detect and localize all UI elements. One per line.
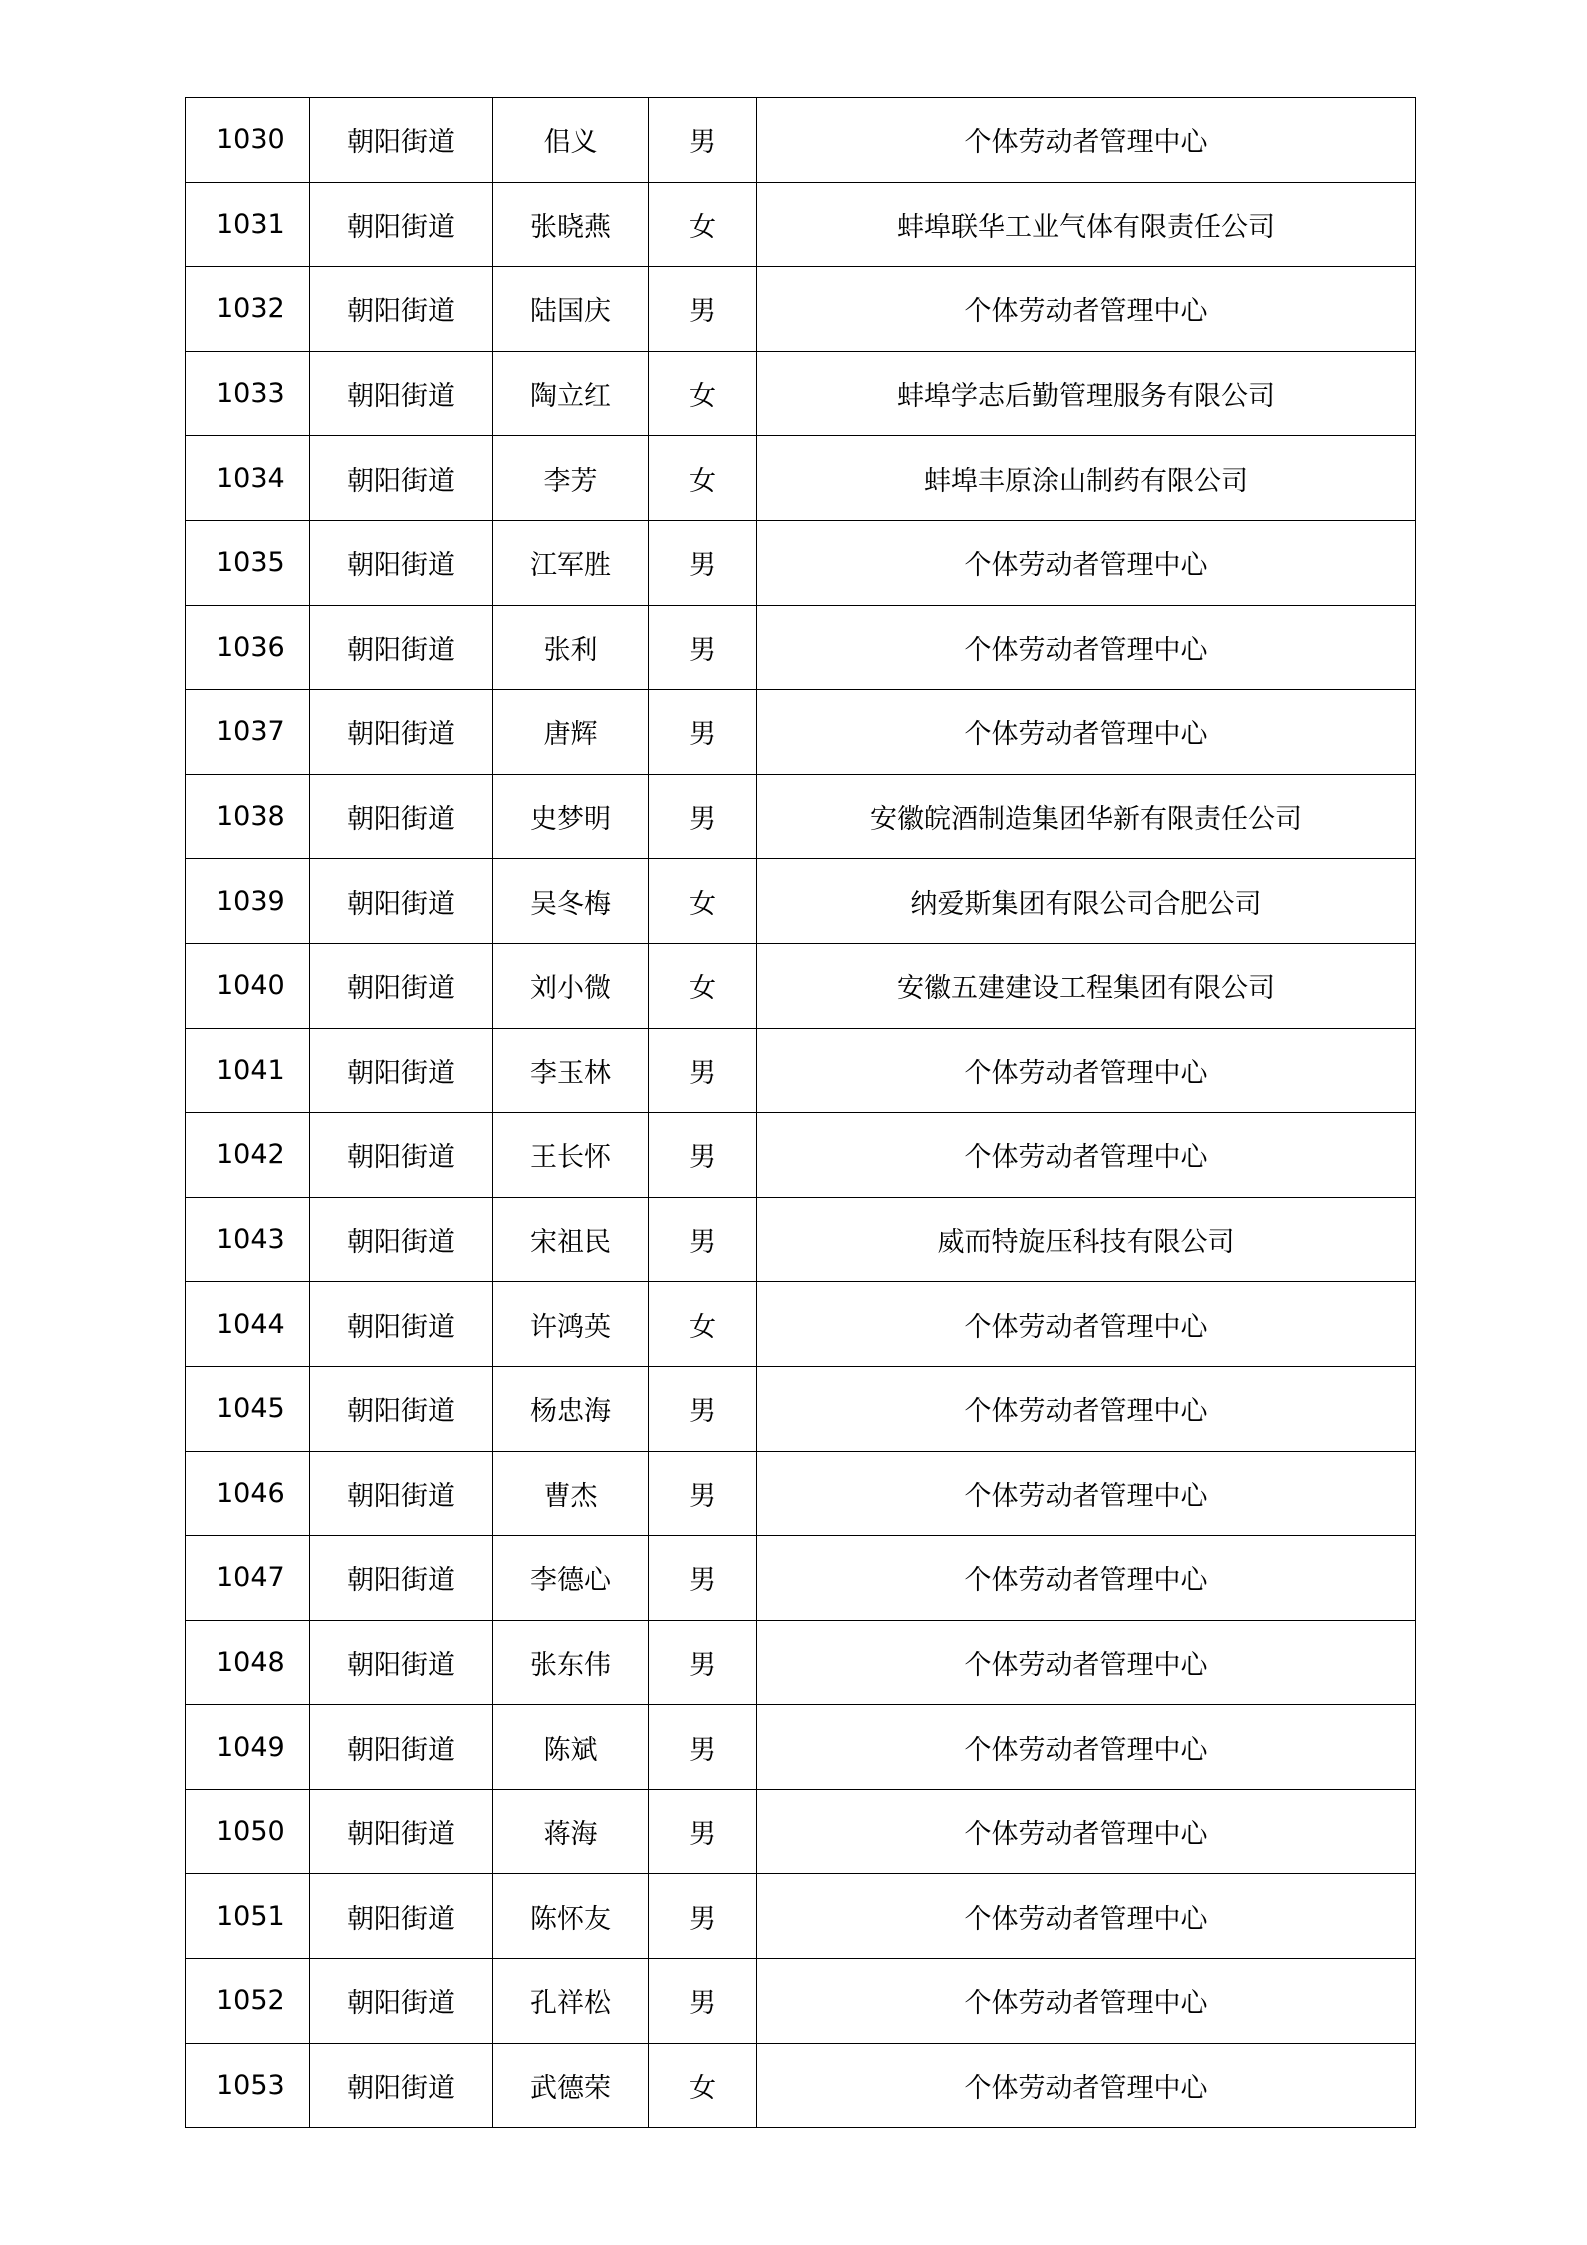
cell-number: 1053 <box>186 2043 310 2128</box>
cell-name: 陈怀友 <box>493 1874 649 1959</box>
cell-employer: 纳爱斯集团有限公司合肥公司 <box>757 859 1416 944</box>
cell-number: 1038 <box>186 774 310 859</box>
cell-employer: 个体劳动者管理中心 <box>757 1959 1416 2044</box>
cell-street: 朝阳街道 <box>310 1451 493 1536</box>
cell-street: 朝阳街道 <box>310 1789 493 1874</box>
cell-name: 刘小微 <box>493 943 649 1028</box>
table-row <box>186 859 1416 944</box>
table-row <box>186 1366 1416 1451</box>
cell-street: 朝阳街道 <box>310 1959 493 2044</box>
cell-gender: 女 <box>649 1282 757 1367</box>
cell-gender: 男 <box>649 520 757 605</box>
cell-employer: 个体劳动者管理中心 <box>757 1366 1416 1451</box>
table-row <box>186 1113 1416 1198</box>
cell-number: 1036 <box>186 605 310 690</box>
cell-name: 李德心 <box>493 1536 649 1621</box>
cell-name: 曹杰 <box>493 1451 649 1536</box>
cell-street: 朝阳街道 <box>310 1197 493 1282</box>
cell-number: 1050 <box>186 1789 310 1874</box>
cell-number: 1051 <box>186 1874 310 1959</box>
cell-employer: 个体劳动者管理中心 <box>757 1620 1416 1705</box>
table-row <box>186 1620 1416 1705</box>
cell-gender: 男 <box>649 1113 757 1198</box>
cell-name: 武德荣 <box>493 2043 649 2128</box>
cell-name: 张晓燕 <box>493 182 649 267</box>
cell-name: 吴冬梅 <box>493 859 649 944</box>
cell-number: 1030 <box>186 98 310 183</box>
cell-street: 朝阳街道 <box>310 1705 493 1790</box>
cell-name: 江军胜 <box>493 520 649 605</box>
cell-gender: 男 <box>649 1451 757 1536</box>
cell-employer: 个体劳动者管理中心 <box>757 605 1416 690</box>
cell-gender: 男 <box>649 1705 757 1790</box>
table-row <box>186 690 1416 775</box>
cell-employer: 个体劳动者管理中心 <box>757 1874 1416 1959</box>
cell-employer: 个体劳动者管理中心 <box>757 1451 1416 1536</box>
cell-street: 朝阳街道 <box>310 605 493 690</box>
table-row <box>186 1028 1416 1113</box>
cell-name: 张利 <box>493 605 649 690</box>
cell-employer: 个体劳动者管理中心 <box>757 1113 1416 1198</box>
cell-gender: 男 <box>649 774 757 859</box>
cell-street: 朝阳街道 <box>310 520 493 605</box>
cell-street: 朝阳街道 <box>310 943 493 1028</box>
cell-street: 朝阳街道 <box>310 1536 493 1621</box>
cell-employer: 个体劳动者管理中心 <box>757 1536 1416 1621</box>
cell-street: 朝阳街道 <box>310 1028 493 1113</box>
cell-street: 朝阳街道 <box>310 267 493 352</box>
table-row <box>186 605 1416 690</box>
cell-employer: 个体劳动者管理中心 <box>757 98 1416 183</box>
cell-gender: 男 <box>649 690 757 775</box>
table-row <box>186 1197 1416 1282</box>
cell-gender: 女 <box>649 351 757 436</box>
table-row <box>186 2043 1416 2128</box>
cell-number: 1033 <box>186 351 310 436</box>
cell-street: 朝阳街道 <box>310 859 493 944</box>
cell-gender: 男 <box>649 1028 757 1113</box>
cell-employer: 个体劳动者管理中心 <box>757 267 1416 352</box>
cell-name: 杨忠海 <box>493 1366 649 1451</box>
cell-name: 蒋海 <box>493 1789 649 1874</box>
cell-number: 1039 <box>186 859 310 944</box>
cell-gender: 男 <box>649 1197 757 1282</box>
cell-name: 张东伟 <box>493 1620 649 1705</box>
cell-name: 陈斌 <box>493 1705 649 1790</box>
cell-gender: 男 <box>649 1789 757 1874</box>
cell-name: 唐辉 <box>493 690 649 775</box>
table-row <box>186 436 1416 521</box>
cell-gender: 女 <box>649 943 757 1028</box>
cell-street: 朝阳街道 <box>310 436 493 521</box>
table-row <box>186 1536 1416 1621</box>
cell-gender: 女 <box>649 859 757 944</box>
cell-employer: 安徽皖酒制造集团华新有限责任公司 <box>757 774 1416 859</box>
cell-number: 1042 <box>186 1113 310 1198</box>
cell-street: 朝阳街道 <box>310 774 493 859</box>
cell-number: 1041 <box>186 1028 310 1113</box>
cell-number: 1034 <box>186 436 310 521</box>
cell-employer: 安徽五建建设工程集团有限公司 <box>757 943 1416 1028</box>
roster-table <box>185 97 1416 2128</box>
cell-gender: 男 <box>649 267 757 352</box>
cell-number: 1046 <box>186 1451 310 1536</box>
cell-number: 1045 <box>186 1366 310 1451</box>
cell-name: 佀义 <box>493 98 649 183</box>
table-row <box>186 1874 1416 1959</box>
cell-employer: 个体劳动者管理中心 <box>757 1282 1416 1367</box>
cell-employer: 个体劳动者管理中心 <box>757 1789 1416 1874</box>
table-row <box>186 774 1416 859</box>
cell-gender: 女 <box>649 2043 757 2128</box>
cell-number: 1032 <box>186 267 310 352</box>
cell-number: 1047 <box>186 1536 310 1621</box>
table-row <box>186 1451 1416 1536</box>
cell-gender: 女 <box>649 182 757 267</box>
roster-table-body <box>186 98 1416 2128</box>
cell-name: 陶立红 <box>493 351 649 436</box>
cell-gender: 女 <box>649 436 757 521</box>
table-row <box>186 1282 1416 1367</box>
cell-number: 1048 <box>186 1620 310 1705</box>
cell-gender: 男 <box>649 98 757 183</box>
cell-number: 1040 <box>186 943 310 1028</box>
cell-street: 朝阳街道 <box>310 1874 493 1959</box>
cell-gender: 男 <box>649 1874 757 1959</box>
cell-gender: 男 <box>649 1620 757 1705</box>
cell-gender: 男 <box>649 1959 757 2044</box>
cell-number: 1052 <box>186 1959 310 2044</box>
table-row <box>186 98 1416 183</box>
cell-name: 王长怀 <box>493 1113 649 1198</box>
cell-street: 朝阳街道 <box>310 2043 493 2128</box>
cell-number: 1043 <box>186 1197 310 1282</box>
cell-street: 朝阳街道 <box>310 1620 493 1705</box>
cell-number: 1037 <box>186 690 310 775</box>
cell-number: 1044 <box>186 1282 310 1367</box>
cell-name: 陆国庆 <box>493 267 649 352</box>
cell-street: 朝阳街道 <box>310 98 493 183</box>
table-row <box>186 267 1416 352</box>
cell-number: 1049 <box>186 1705 310 1790</box>
table-row <box>186 1705 1416 1790</box>
table-row <box>186 1959 1416 2044</box>
cell-name: 孔祥松 <box>493 1959 649 2044</box>
cell-street: 朝阳街道 <box>310 1113 493 1198</box>
cell-gender: 男 <box>649 1366 757 1451</box>
cell-street: 朝阳街道 <box>310 1366 493 1451</box>
cell-number: 1031 <box>186 182 310 267</box>
cell-gender: 男 <box>649 605 757 690</box>
cell-street: 朝阳街道 <box>310 1282 493 1367</box>
table-row <box>186 520 1416 605</box>
cell-name: 史梦明 <box>493 774 649 859</box>
table-row <box>186 351 1416 436</box>
cell-employer: 个体劳动者管理中心 <box>757 1028 1416 1113</box>
cell-name: 宋祖民 <box>493 1197 649 1282</box>
cell-employer: 威而特旋压科技有限公司 <box>757 1197 1416 1282</box>
table-row <box>186 1789 1416 1874</box>
cell-employer: 蚌埠丰原涂山制药有限公司 <box>757 436 1416 521</box>
table-row <box>186 943 1416 1028</box>
cell-employer: 个体劳动者管理中心 <box>757 1705 1416 1790</box>
cell-number: 1035 <box>186 520 310 605</box>
cell-street: 朝阳街道 <box>310 351 493 436</box>
cell-street: 朝阳街道 <box>310 690 493 775</box>
cell-employer: 个体劳动者管理中心 <box>757 690 1416 775</box>
cell-street: 朝阳街道 <box>310 182 493 267</box>
cell-name: 李芳 <box>493 436 649 521</box>
table-row <box>186 182 1416 267</box>
cell-employer: 个体劳动者管理中心 <box>757 2043 1416 2128</box>
cell-name: 许鸿英 <box>493 1282 649 1367</box>
cell-gender: 男 <box>649 1536 757 1621</box>
cell-employer: 蚌埠学志后勤管理服务有限公司 <box>757 351 1416 436</box>
cell-employer: 蚌埠联华工业气体有限责任公司 <box>757 182 1416 267</box>
cell-name: 李玉林 <box>493 1028 649 1113</box>
cell-employer: 个体劳动者管理中心 <box>757 520 1416 605</box>
